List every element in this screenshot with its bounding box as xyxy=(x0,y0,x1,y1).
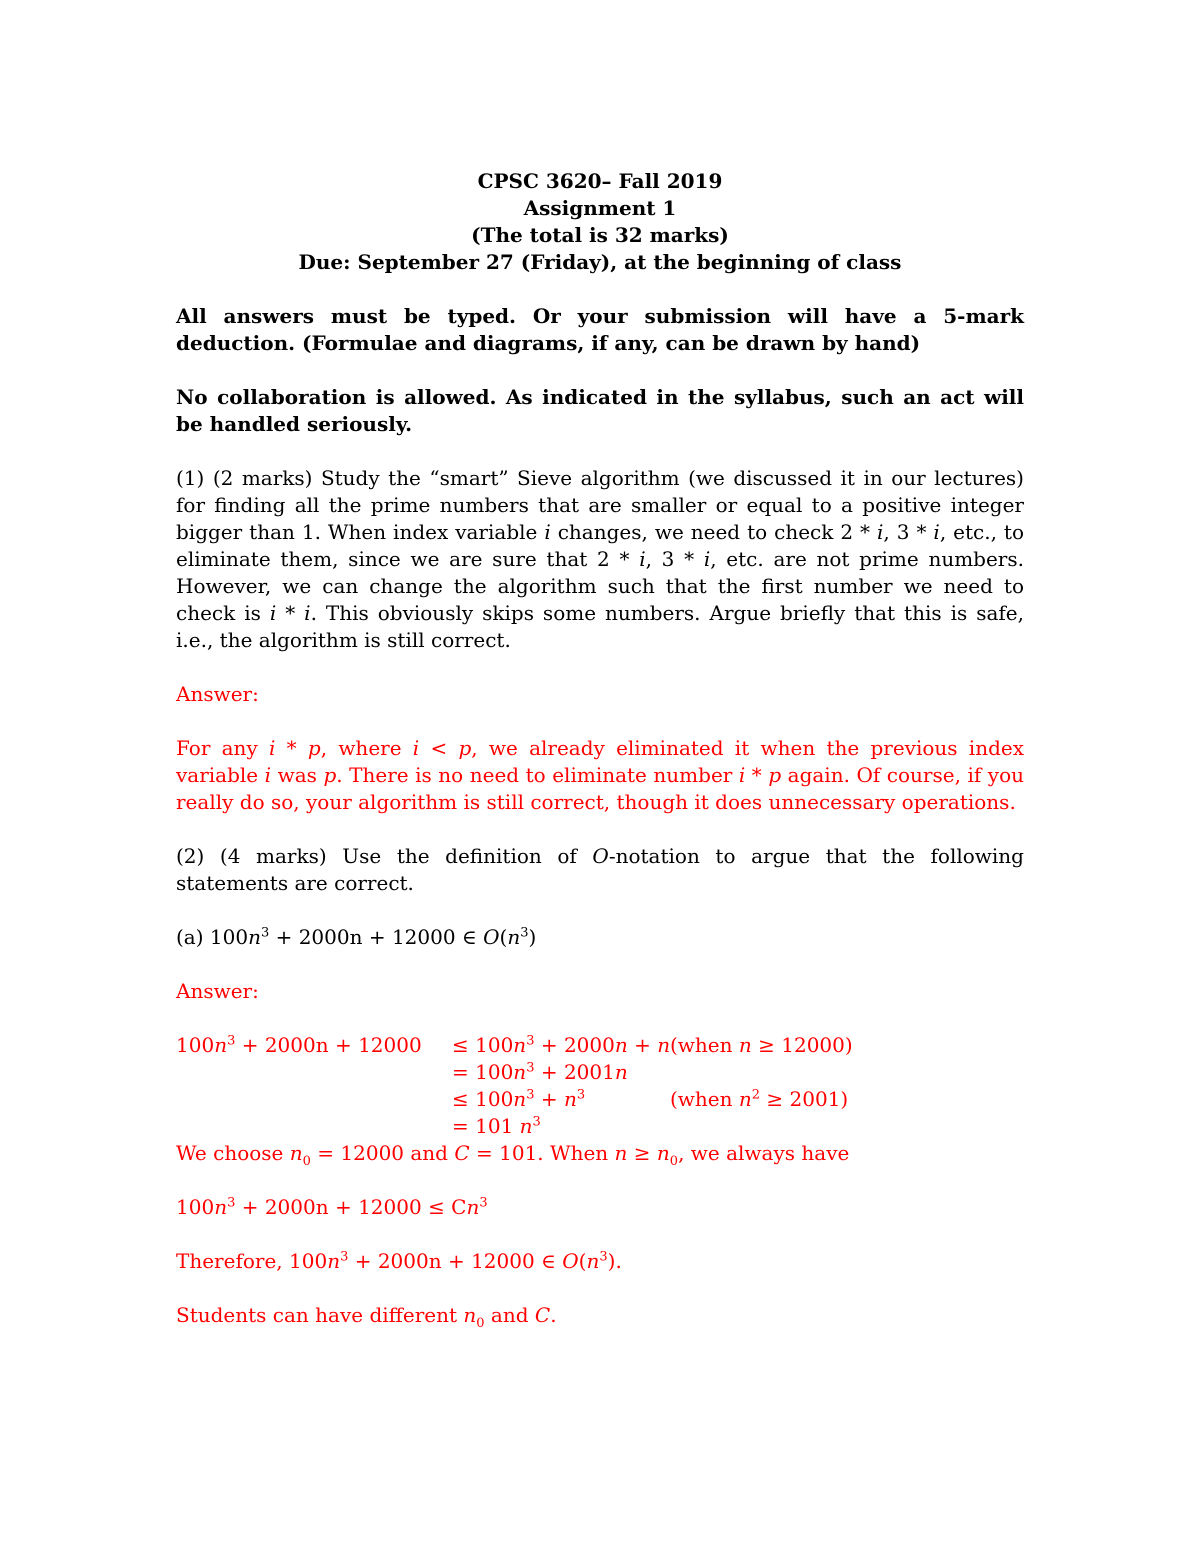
therefore: Therefore, $100n^3 + 2000n + 12000$ ∈ $O(n^3)$. xyxy=(176,1249,622,1273)
question-2: (2) (4 marks) Use the definition of O-notation to argue that the following statements are correct. xyxy=(176,844,1024,895)
students-note: Students can have different $n_0$ and C. xyxy=(176,1303,557,1331)
derivation-row-4: = 101 $n^3$ xyxy=(452,1114,541,1138)
assignment-title: Assignment 1 xyxy=(523,196,677,220)
derivation-row-3: ≤ $100n^3 + n^3$ (when $n^2 \ge 2001$) xyxy=(452,1087,849,1111)
typed-rule: All answers must be typed. Or your submission will have a 5-mark deduction. (Formulae and diagrams, if any, can be drawn by hand) xyxy=(176,304,1024,355)
derivation-row-2: = $100n^3 + 2001n$ xyxy=(452,1060,628,1084)
course-title: CPSC 3620– Fall 2019 xyxy=(477,169,723,193)
total-marks: (The total is 32 marks) xyxy=(471,223,729,247)
question-1: (1) (2 marks) Study the “smart” Sieve algorithm (we discussed it in our lectures) for finding all the prime numbers that are smaller or equal to a positive integer bigger than 1. When index variable i changes, we need to check 2 * i, 3 * i, etc., to eliminate them, since we are sure that 2 * i, 3 * i, etc. are not prime numbers. However, we can change the algorithm such that the first number we need to check is i * i. This obviously skips some numbers. Argue briefly that this is safe, i.e., the algorithm is still correct. xyxy=(176,466,1024,652)
derivation-row-1: $100n^3 + 2000n + 12000$ ≤ $100n^3 + 2000n + n$ (when n ≥ 12000) xyxy=(176,1033,853,1057)
collaboration-rule: No collaboration is allowed. As indicated in the syllabus, such an act will be handled seriously. xyxy=(176,385,1024,436)
due-date: Due: September 27 (Friday), at the beginning of class xyxy=(298,250,902,274)
inequality: $100n^3 + 2000n + 12000 \le Cn^3$ xyxy=(176,1195,488,1219)
q1-answer: For any i * p, where i < p, we already eliminated it when the previous index variable i was p. There is no need to eliminate number i * p again. Of course, if you really do so, your algorithm is still correct, though it does unnecessary operations. xyxy=(176,736,1024,814)
q2-derivation xyxy=(176,1032,1024,1140)
question-2a: (a) $100n^3 + 2000n + 12000$ ∈ $O(n^3)$ xyxy=(176,925,537,949)
q2-answer-label: Answer: xyxy=(176,979,259,1003)
choose-constants: We choose $n_0 = 12000$ and C = 101. When $n \ge n_0$, we always have xyxy=(176,1141,850,1169)
document-page xyxy=(176,168,1024,1329)
q1-answer-label: Answer: xyxy=(176,682,259,706)
